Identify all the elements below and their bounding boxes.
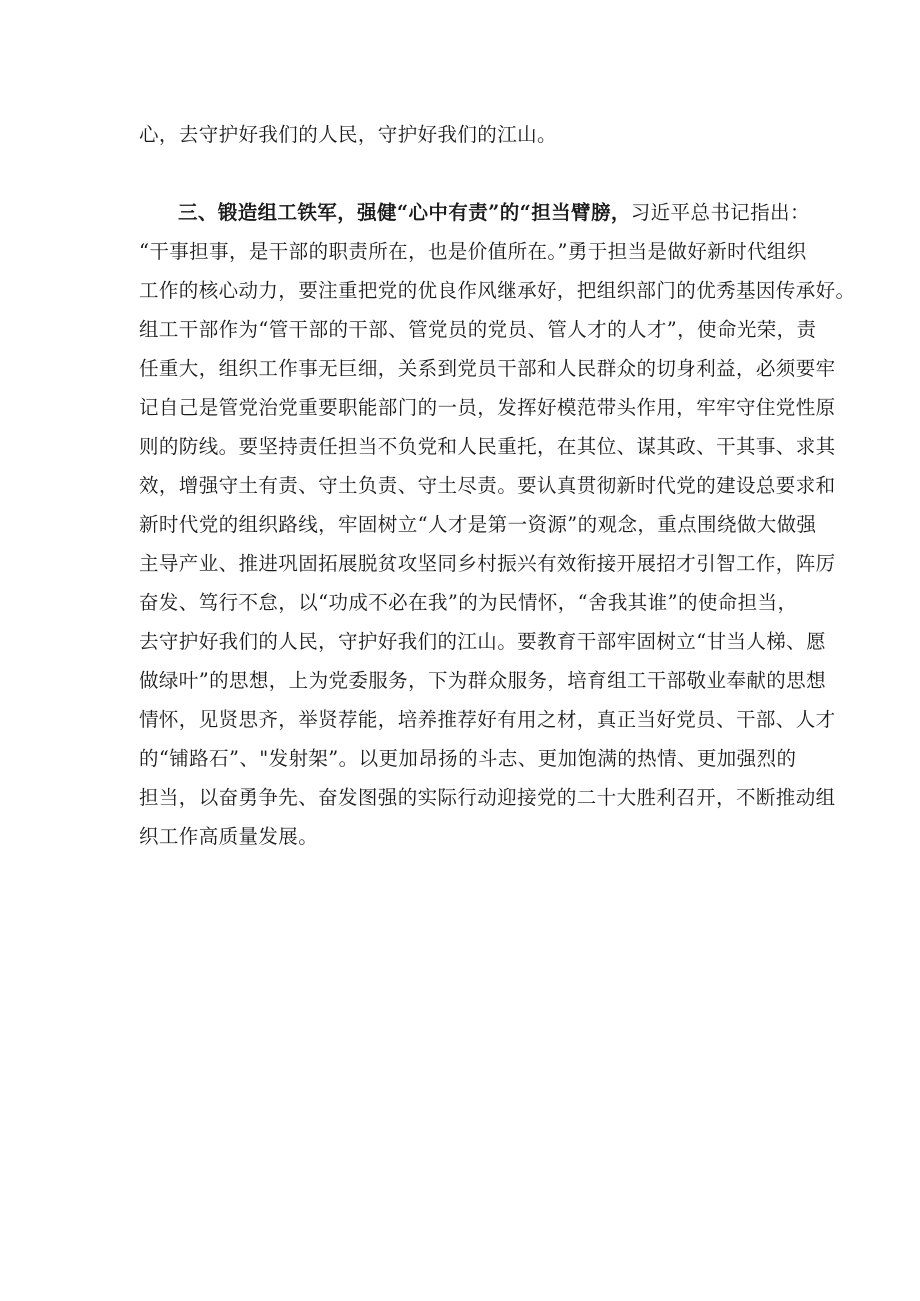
body-line: 组工干部作为“管干部的干部、管党员的党员、管人才的人才”，使命光荣，责 xyxy=(139,318,817,341)
body-line: 记自己是管党治党重要职能部门的一员，发挥好模范带头作用，牢牢守住党性原 xyxy=(139,396,836,419)
body-line: 主导产业、推进巩固拓展脱贫攻坚同乡村振兴有效衔接开展招才引智工作，阵厉 xyxy=(139,552,836,575)
section-first-line xyxy=(139,193,810,232)
section-heading: 三、锻造组工铁军，强健“心中有责”的“担当臂膀， xyxy=(178,201,631,224)
body-line: 的“铺路石”、"发射架”。以更加昂扬的斗志、更加饱满的热情、更加强烈的 xyxy=(139,747,797,770)
section-first-line-text: 习近平总书记指出： xyxy=(630,201,810,224)
body-line: 则的防线。要坚持责任担当不负党和人民重托，在其位、谋其政、干其事、求其 xyxy=(139,435,836,458)
paragraph-gap xyxy=(139,154,785,193)
body-line: “干事担事，是干部的职责所在，也是价值所在。”勇于担当是做好新时代组织 xyxy=(139,240,807,263)
paragraph-tail-line: 心，去守护好我们的人民，守护好我们的江山。 xyxy=(139,123,557,146)
body-line: 担当，以奋勇争先、奋发图强的实际行动迎接党的二十大胜利召开，不断推动组 xyxy=(139,786,836,809)
body-line: 工作的核心动力，要注重把党的优良作风继承好，把组织部门的优秀基因传承好。 xyxy=(139,279,856,302)
body-line: 做绿叶”的思想，上为党委服务，下为群众服务，培育组工干部敬业奉献的思想 xyxy=(139,669,826,692)
body-line: 新时代党的组织路线，牢固树立“人才是第一资源”的观念，重点围绕做大做强 xyxy=(139,513,817,536)
body-line: 奋发、笃行不怠，以“功成不必在我”的为民情怀，“舍我其谁”的使命担当， xyxy=(139,591,798,614)
document-body xyxy=(139,115,856,856)
body-line: 效，增强守土有责、守土负责、守土尽责。要认真贯彻新时代党的建设总要求和 xyxy=(139,474,836,497)
body-line: 任重大，组织工作事无巨细，关系到党员干部和人民群众的切身利益，必须要牢 xyxy=(139,357,836,380)
body-line: 情怀，见贤思齐，举贤荐能，培养推荐好有用之材，真正当好党员、干部、人才 xyxy=(139,708,836,731)
body-line: 去守护好我们的人民，守护好我们的江山。要教育干部牢固树立“甘当人梯、愿 xyxy=(139,630,826,653)
body-line-last: 织工作高质量发展。 xyxy=(139,825,319,848)
